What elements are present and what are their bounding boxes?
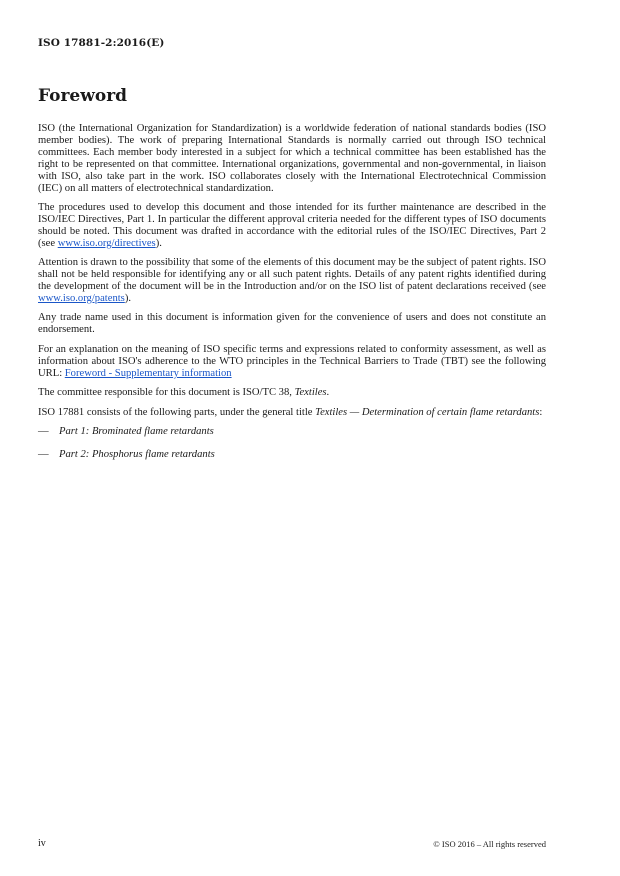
paragraph-parts <box>38 407 546 419</box>
copyright-notice: © ISO 2016 – All rights reserved <box>433 839 546 849</box>
list-item <box>38 426 546 438</box>
foreword-body <box>38 123 546 472</box>
paragraph-patents-text: Attention is drawn to the possibility that some of the elements of this document may be the subject of patent rights. ISO shall not be held responsible for identifying any or all such patent rights. Details of any patent rights identified during the development of the document will be in the Introduction and/or on the ISO list of patent declarations received (see <box>38 257 546 293</box>
patents-link[interactable]: www.iso.org/patents <box>38 292 125 304</box>
list-item-label: Part 1: Brominated flame retardants <box>59 426 214 438</box>
list-dash: — <box>38 426 49 438</box>
paragraph-committee <box>38 387 546 399</box>
document-identifier: ISO 17881-2:2016(E) <box>38 37 165 49</box>
list-item-label: Part 2: Phosphorus flame retardants <box>59 449 215 461</box>
paragraph-procedures-text: The procedures used to develop this document and those intended for its further maintenance are described in the ISO/IEC Directives, Part 1. In particular the different approval criteria needed for the different types of ISO documents should be noted. This document was drafted in accordance with the editorial rules of the ISO/IEC Directives, Part 2 (see <box>38 202 546 249</box>
paragraph-parts-text: ISO 17881 consists of the following parts, under the general title <box>38 406 316 418</box>
paragraph-iso-intro: ISO (the International Organization for Standardization) is a worldwide federation of national standards bodies (ISO member bodies). The work of preparing International Standards is normally carried out through ISO technical committees. Each member body interested in a subject for which a technical committee has been established has the right to be represented on that committee. International organizations, governmental and non-governmental, in liaison with ISO, also take part in the work. ISO collaborates closely with the International Electrotechnical Commission (IEC) on all matters of electrotechnical standardization. <box>38 123 546 194</box>
paragraph-committee-end: . <box>326 387 330 399</box>
paragraph-procedures-end: ). <box>155 237 162 249</box>
paragraph-procedures <box>38 202 546 250</box>
section-heading: Foreword <box>38 86 128 106</box>
paragraph-conformity <box>38 344 546 380</box>
general-title: Textiles — Determination of certain flame retardants <box>315 406 540 418</box>
supplementary-info-link[interactable]: Foreword - Supplementary information <box>64 367 232 379</box>
list-dash: — <box>38 449 49 461</box>
paragraph-parts-end: : <box>539 406 543 418</box>
directives-link[interactable]: www.iso.org/directives <box>57 237 156 249</box>
paragraph-trade-name: Any trade name used in this document is information given for the convenience of users and does not constitute an endorsement. <box>38 312 546 336</box>
paragraph-patents <box>38 257 546 305</box>
paragraph-conformity-text: For an explanation on the meaning of ISO specific terms and expressions related to conformity assessment, as well as information about ISO's adherence to the WTO principles in the Technical Barriers to Trade (TBT) see the following URL: <box>38 343 546 379</box>
paragraph-patents-end: ). <box>124 292 131 304</box>
paragraph-committee-text: The committee responsible for this document is ISO/TC 38, <box>38 387 295 399</box>
committee-name: Textiles <box>294 387 327 399</box>
page-number: iv <box>38 838 46 849</box>
list-item <box>38 449 546 461</box>
